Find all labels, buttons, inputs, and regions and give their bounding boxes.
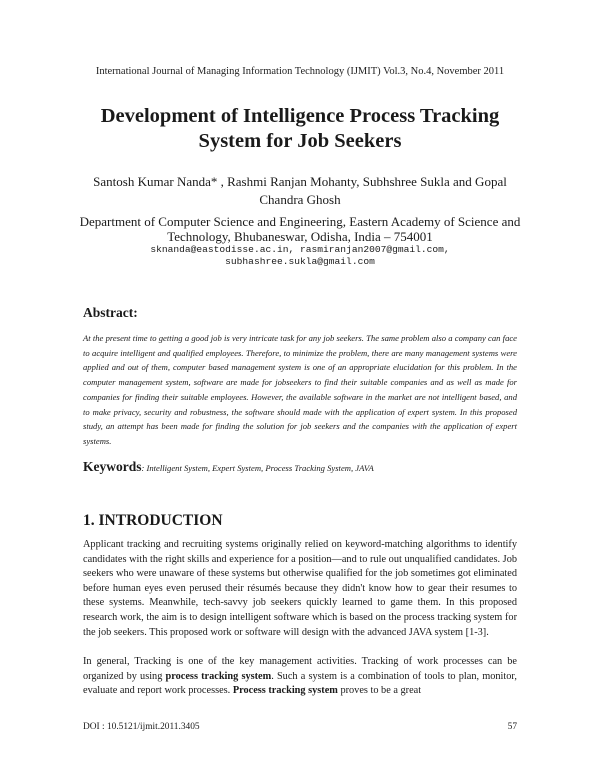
p2-bold-term-1: process tracking system (165, 670, 272, 682)
authors-line-2: Chandra Ghosh (259, 192, 341, 207)
author-list (0, 173, 600, 209)
email-line-2: subhashree.sukla@gmail.com (225, 256, 375, 267)
keywords (83, 459, 517, 475)
paper-title (0, 104, 600, 154)
email-line-1: sknanda@eastodisse.ac.in, rasmiranjan2007@gmail.com, (150, 244, 450, 255)
title-line-2: System for Job Seekers (198, 130, 402, 152)
introduction-paragraph-2 (83, 655, 517, 699)
keywords-label: Keywords (83, 459, 142, 474)
introduction-paragraph-1: Applicant tracking and recruiting systems originally relied on keyword-matching algorithms to identify candidates with the right skills and experience for a position—and to rule out unqualified candidates. Job seekers who were unaware of these systems but otherwise qualified for the job sometimes got eliminated before human eyes even perused their résumés because they didn't know how to gear their resumes to these systems. Meanwhile, tech-savvy job seekers quickly learned to game them. In this proposed research work, the aim is to design intelligent software which is based on the process tracking system for the job seekers. This proposed work or software will design with the advanced JAVA system [1-3]. (83, 539, 517, 638)
abstract-text: At the present time to getting a good job is very intricate task for any job seekers. The same problem also a company can face to acquire intelligent and qualified employees. Therefore, to minimize the problem, there are many management systems were applied and out of them, computer based management system is one of an appropriate elucidation for this problem. In the computer management system, software are made for jobseekers to find their suitable companies and as well as made for companies for finding their suitable employees. However, the available software in the market are not intelligent based, and to make privacy, security and robustness, the software should made with the application of expert system. In this proposed study, an attempt has been made for finding the solution for job seekers and the companies with the application of expert systems. (83, 333, 517, 446)
affiliation-line-1: Department of Computer Science and Engineering, Eastern Academy of Science and (79, 214, 521, 229)
authors-line-1: Santosh Kumar Nanda* , Rashmi Ranjan Mohanty, Subhshree Sukla and Gopal (93, 174, 507, 189)
abstract-heading: Abstract: (83, 305, 138, 320)
p2-bold-term-2: Process tracking system (232, 685, 338, 697)
p2-text-a: In general, Tracking is one of the key management activities. Tracking of work processes can be organized by using (83, 656, 517, 682)
page-footer (83, 722, 517, 732)
p2-text-c: . Such a system is a combination of tools to plan, monitor, evaluate and report work processes. (83, 670, 517, 697)
section-heading-introduction: 1. INTRODUCTION (83, 512, 223, 529)
keywords-text: : Intelligent System, Expert System, Process Tracking System, JAVA (141, 463, 374, 473)
doi: DOI : 10.5121/ijmit.2011.3405 (83, 722, 200, 732)
journal-header: International Journal of Managing Information Technology (IJMIT) Vol.3, No.4, November 2011 (95, 66, 505, 77)
title-line-1: Development of Intelligence Process Tracking (100, 105, 500, 127)
p2-text-e: proves to be a great (337, 685, 422, 697)
affiliation-line-2: Technology, Bhubaneswar, Odisha, India – 754001 (167, 229, 433, 244)
page-number: 57 (507, 722, 517, 732)
affiliation (0, 214, 600, 268)
